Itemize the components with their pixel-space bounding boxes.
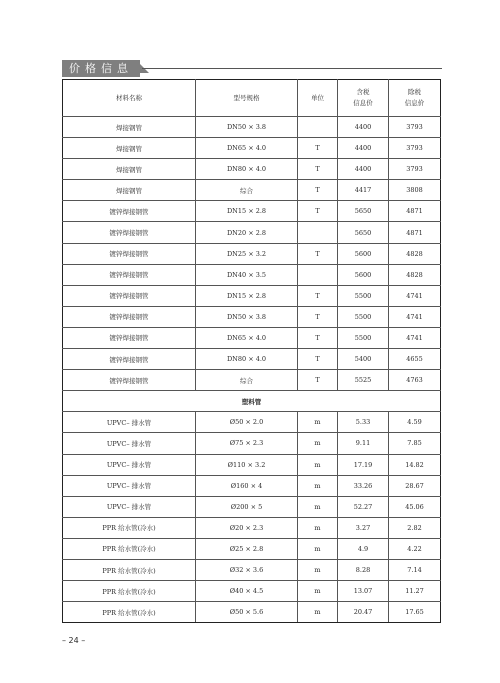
table-row: [63, 433, 441, 454]
cell-model: Ø160 × 4: [196, 475, 298, 496]
cell-material: 焊接钢管: [63, 117, 196, 138]
cell-model: 综合: [196, 370, 298, 391]
table-row: [63, 138, 441, 159]
cell-tax-incl: 17.19: [338, 454, 389, 475]
header-tax-incl-line1: 含税: [356, 88, 370, 96]
price-table: [62, 79, 441, 623]
cell-unit: T: [298, 285, 338, 306]
cell-model: DN50 × 3.8: [196, 306, 298, 327]
table-row: [63, 243, 441, 264]
cell-unit: T: [298, 159, 338, 180]
plastic-pipe-rows: [63, 412, 441, 623]
cell-material: 镀锌焊接钢管: [63, 222, 196, 243]
table-header-row: [63, 80, 441, 117]
cell-model: DN15 × 2.8: [196, 201, 298, 222]
cell-tax-excl: 4741: [389, 285, 441, 306]
cell-tax-incl: 5600: [338, 243, 389, 264]
cell-unit: T: [298, 180, 338, 201]
header-tax-excl: [389, 80, 441, 117]
cell-material: 镀锌焊接钢管: [63, 327, 196, 348]
cell-model: Ø110 × 3.2: [196, 454, 298, 475]
cell-unit: m: [298, 412, 338, 433]
cell-unit: m: [298, 475, 338, 496]
cell-material: PPR 给水管(冷水): [63, 602, 196, 623]
cell-unit: T: [298, 306, 338, 327]
cell-model: DN80 × 4.0: [196, 349, 298, 370]
cell-material: 焊接钢管: [63, 138, 196, 159]
cell-model: DN65 × 4.0: [196, 327, 298, 348]
cell-tax-excl: 3808: [389, 180, 441, 201]
cell-unit: m: [298, 496, 338, 517]
cell-tax-excl: 4655: [389, 349, 441, 370]
cell-tax-incl: 8.28: [338, 559, 389, 580]
cell-tax-excl: 3793: [389, 138, 441, 159]
cell-material: 镀锌焊接钢管: [63, 349, 196, 370]
cell-material: UPVC– 排水管: [63, 475, 196, 496]
cell-unit: m: [298, 602, 338, 623]
cell-tax-incl: 5.33: [338, 412, 389, 433]
header-tax-excl-line2: 信息价: [404, 99, 425, 107]
cell-tax-excl: 14.82: [389, 454, 441, 475]
cell-material: PPR 给水管(冷水): [63, 517, 196, 538]
table-row: [63, 475, 441, 496]
cell-tax-incl: 5650: [338, 201, 389, 222]
cell-material: PPR 给水管(冷水): [63, 581, 196, 602]
cell-unit: T: [298, 370, 338, 391]
table-row: [63, 117, 441, 138]
cell-tax-incl: 20.47: [338, 602, 389, 623]
cell-material: 镀锌焊接钢管: [63, 285, 196, 306]
cell-tax-excl: 17.65: [389, 602, 441, 623]
cell-tax-incl: 52.27: [338, 496, 389, 517]
category-section: [63, 391, 441, 412]
header-tax-incl-line2: 信息价: [353, 99, 373, 107]
cell-tax-excl: 7.85: [389, 433, 441, 454]
cell-model: DN40 × 3.5: [196, 264, 298, 285]
cell-model: Ø50 × 2.0: [196, 412, 298, 433]
cell-material: 镀锌焊接钢管: [63, 264, 196, 285]
cell-tax-incl: 5600: [338, 264, 389, 285]
cell-tax-excl: 45.06: [389, 496, 441, 517]
cell-material: PPR 给水管(冷水): [63, 538, 196, 559]
cell-tax-excl: 2.82: [389, 517, 441, 538]
table-row: [63, 454, 441, 475]
header-model: 型号规格: [196, 80, 298, 117]
cell-model: Ø40 × 4.5: [196, 581, 298, 602]
cell-model: DN20 × 2.8: [196, 222, 298, 243]
cell-model: Ø20 × 2.3: [196, 517, 298, 538]
table-row: [63, 180, 441, 201]
cell-tax-incl: 3.27: [338, 517, 389, 538]
cell-model: Ø32 × 3.6: [196, 559, 298, 580]
cell-tax-excl: 4871: [389, 222, 441, 243]
table-row: [63, 581, 441, 602]
table-row: [63, 327, 441, 348]
cell-tax-excl: 4828: [389, 264, 441, 285]
cell-material: 镀锌焊接钢管: [63, 201, 196, 222]
cell-tax-excl: 4763: [389, 370, 441, 391]
cell-tax-excl: 7.14: [389, 559, 441, 580]
cell-unit: m: [298, 559, 338, 580]
cell-tax-incl: 5500: [338, 306, 389, 327]
section-header: [62, 60, 442, 77]
cell-tax-incl: 5500: [338, 327, 389, 348]
cell-material: UPVC– 排水管: [63, 412, 196, 433]
steel-pipe-rows: [63, 117, 441, 391]
table-row: [63, 538, 441, 559]
header-unit: 单位: [298, 80, 338, 117]
cell-material: 焊接钢管: [63, 159, 196, 180]
cell-tax-excl: 4741: [389, 327, 441, 348]
cell-material: 镀锌焊接钢管: [63, 243, 196, 264]
cell-model: Ø75 × 2.3: [196, 433, 298, 454]
cell-tax-incl: 4400: [338, 117, 389, 138]
category-label: 塑料管: [63, 391, 441, 412]
cell-model: 综合: [196, 180, 298, 201]
table-row: [63, 602, 441, 623]
cell-unit: m: [298, 433, 338, 454]
table-row: [63, 349, 441, 370]
cell-tax-excl: 4.59: [389, 412, 441, 433]
cell-unit: m: [298, 581, 338, 602]
cell-model: DN50 × 3.8: [196, 117, 298, 138]
cell-tax-incl: 4417: [338, 180, 389, 201]
cell-unit: T: [298, 243, 338, 264]
cell-material: 焊接钢管: [63, 180, 196, 201]
table-row: [63, 201, 441, 222]
cell-unit: T: [298, 349, 338, 370]
table-row: [63, 370, 441, 391]
category-row: [63, 391, 441, 412]
cell-model: Ø200 × 5: [196, 496, 298, 517]
cell-tax-incl: 4400: [338, 159, 389, 180]
header-material: 材料名称: [63, 80, 196, 117]
cell-tax-incl: 13.07: [338, 581, 389, 602]
table-row: [63, 264, 441, 285]
header-tax-excl-line1: 除税: [408, 88, 421, 96]
cell-tax-incl: 5400: [338, 349, 389, 370]
cell-tax-excl: 11.27: [389, 581, 441, 602]
page-number: – 24 –: [62, 636, 86, 645]
cell-tax-excl: 3793: [389, 117, 441, 138]
cell-tax-incl: 9.11: [338, 433, 389, 454]
cell-model: DN15 × 2.8: [196, 285, 298, 306]
cell-material: 镀锌焊接钢管: [63, 306, 196, 327]
cell-tax-incl: 4.9: [338, 538, 389, 559]
cell-unit: [298, 264, 338, 285]
cell-unit: [298, 222, 338, 243]
cell-unit: m: [298, 454, 338, 475]
cell-tax-excl: 4871: [389, 201, 441, 222]
cell-tax-incl: 4400: [338, 138, 389, 159]
cell-model: DN25 × 3.2: [196, 243, 298, 264]
table-row: [63, 517, 441, 538]
table-row: [63, 412, 441, 433]
cell-model: Ø50 × 5.6: [196, 602, 298, 623]
section-title: 价格信息: [62, 60, 140, 77]
cell-unit: [298, 117, 338, 138]
cell-tax-incl: 5650: [338, 222, 389, 243]
cell-tax-incl: 5500: [338, 285, 389, 306]
cell-tax-excl: 4.22: [389, 538, 441, 559]
cell-unit: T: [298, 327, 338, 348]
table-row: [63, 496, 441, 517]
cell-material: PPR 给水管(冷水): [63, 559, 196, 580]
section-rule: [142, 68, 442, 69]
cell-tax-incl: 5525: [338, 370, 389, 391]
cell-unit: m: [298, 517, 338, 538]
cell-model: DN65 × 4.0: [196, 138, 298, 159]
cell-material: UPVC– 排水管: [63, 496, 196, 517]
cell-tax-excl: 4741: [389, 306, 441, 327]
cell-tax-excl: 3793: [389, 159, 441, 180]
cell-material: UPVC– 排水管: [63, 433, 196, 454]
cell-model: DN80 × 4.0: [196, 159, 298, 180]
cell-tax-excl: 28.67: [389, 475, 441, 496]
cell-model: Ø25 × 2.8: [196, 538, 298, 559]
table-row: [63, 285, 441, 306]
header-tax-incl: [338, 80, 389, 117]
cell-tax-incl: 33.26: [338, 475, 389, 496]
cell-material: 镀锌焊接钢管: [63, 370, 196, 391]
table-row: [63, 306, 441, 327]
cell-unit: m: [298, 538, 338, 559]
table-row: [63, 159, 441, 180]
cell-unit: T: [298, 138, 338, 159]
cell-material: UPVC– 排水管: [63, 454, 196, 475]
table-row: [63, 559, 441, 580]
cell-tax-excl: 4828: [389, 243, 441, 264]
table-row: [63, 222, 441, 243]
cell-unit: T: [298, 201, 338, 222]
